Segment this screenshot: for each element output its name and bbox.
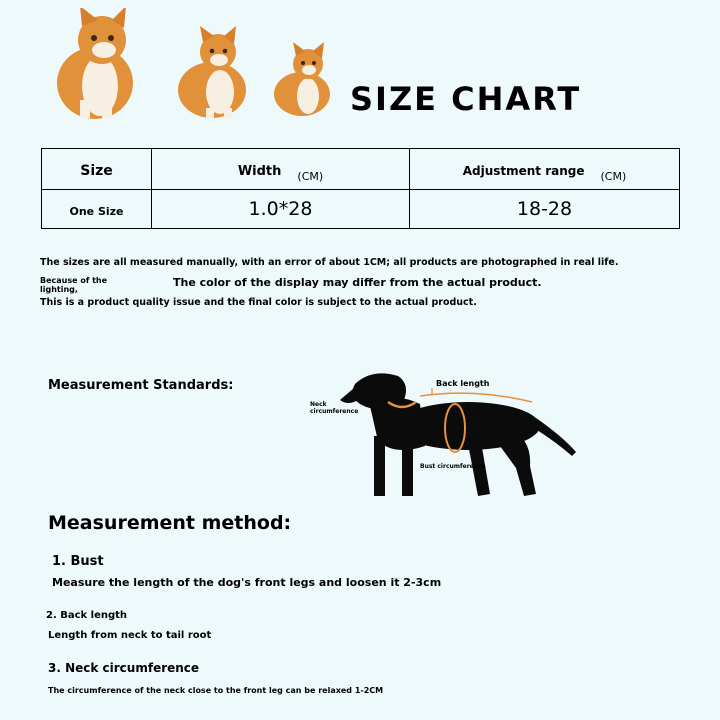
cell-size: One Size	[42, 190, 152, 229]
cell-adjust: 18-28	[410, 190, 680, 229]
header-adjust: Adjustment range $_{(CM)}$	[410, 149, 680, 190]
cat-small	[274, 42, 330, 116]
cell-width: 1.0*28	[152, 190, 410, 229]
method-item-title: 3. Neck circumference	[48, 661, 200, 675]
label-neck-circumference: Neck circumference	[310, 401, 359, 415]
method-item-text: Measure the length of the dog's front legs and loosen it 2-3cm	[52, 576, 442, 589]
header-width-unit: (CM)	[297, 169, 324, 183]
cat-large	[57, 8, 133, 119]
measurement-method-title: Measurement method:	[48, 512, 292, 534]
table-header-row	[42, 149, 680, 190]
label-back-length: Back length	[436, 379, 490, 388]
note-line-2-prefix: Because of the lighting,	[40, 276, 108, 294]
size-table	[41, 148, 680, 229]
header-width: Width $_{(CM)}$	[152, 149, 410, 190]
note-line-2: The color of the display may differ from the actual product.	[173, 276, 542, 289]
header-adjust-unit: (CM)	[600, 169, 627, 183]
note-line-3: This is a product quality issue and the final color is subject to the actual product.	[40, 297, 477, 308]
method-item-title: 2. Back length	[46, 610, 128, 621]
cat-medium	[178, 26, 246, 118]
note-line-1: The sizes are all measured manually, with an error of about 1CM; all products are photographed in real life.	[40, 257, 619, 268]
label-bust-circumference: Bust circumference	[420, 463, 486, 470]
table-row	[42, 190, 680, 229]
header-size: Size	[42, 149, 152, 190]
method-item-title: 1. Bust	[52, 554, 104, 569]
page-title: SIZE CHART	[350, 80, 582, 118]
cats-icon	[40, 8, 340, 120]
method-item-text: The circumference of the neck close to the front leg can be relaxed 1-2CM	[48, 686, 384, 695]
method-item-text: Length from neck to tail root	[48, 630, 212, 641]
measurement-standards-title: Measurement Standards:	[48, 378, 234, 393]
